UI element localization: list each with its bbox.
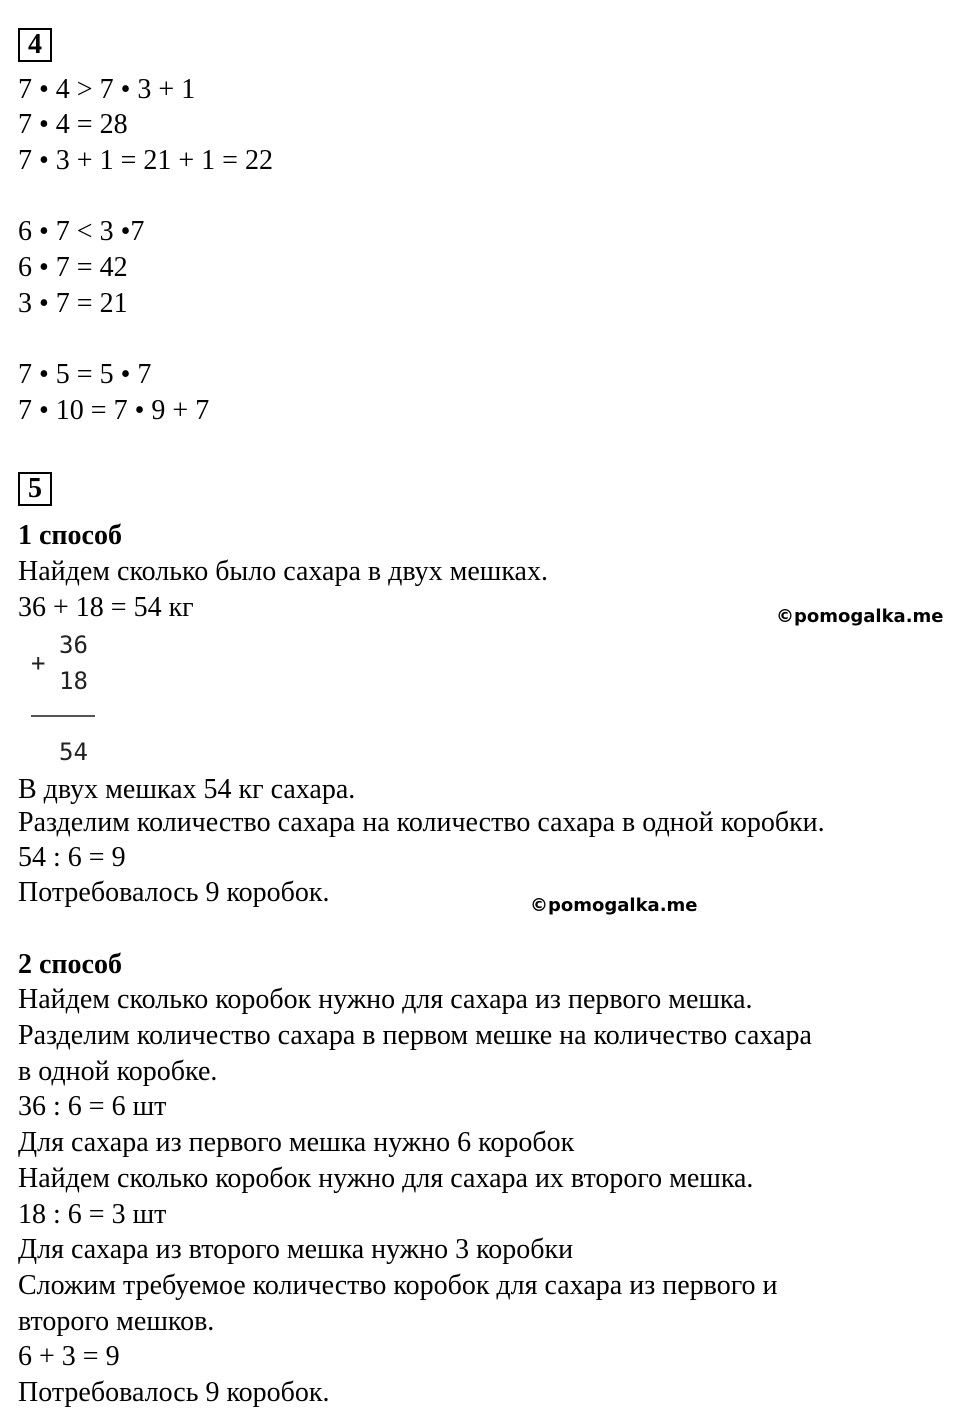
text-line: Потребовалось 9 коробок.	[18, 1377, 330, 1408]
column-result: 54	[59, 738, 88, 766]
column-bottom-number: 18	[59, 667, 88, 695]
equation-line: 36 : 6 = 6 шт	[18, 1091, 167, 1122]
equation-line: 7 • 4 > 7 • 3 + 1	[18, 74, 196, 105]
equation-line: 18 : 6 = 3 шт	[18, 1199, 167, 1230]
task-number-box: 4	[18, 28, 52, 62]
text-line: Разделим количество сахара в первом мешке на количество сахара	[18, 1020, 812, 1051]
equation-line: 7 • 3 + 1 = 21 + 1 = 22	[18, 145, 273, 176]
watermark: ©pomogalka.me	[530, 895, 698, 916]
equation-line: 7 • 10 = 7 • 9 + 7	[18, 395, 210, 426]
method-heading: 1 способ	[18, 520, 122, 551]
equation-line: 7 • 5 = 5 • 7	[18, 359, 152, 390]
text-line: Найдем сколько коробок нужно для сахара из первого мешка.	[18, 984, 753, 1015]
equation-line: 6 + 3 = 9	[18, 1341, 120, 1372]
text-line: Для сахара из второго мешка нужно 3 коробки	[18, 1234, 574, 1265]
text-line: Потребовалось 9 коробок.	[18, 877, 330, 908]
equation-line: 3 • 7 = 21	[18, 288, 128, 319]
task-number-box: 5	[18, 472, 52, 506]
column-divider-line	[31, 715, 95, 717]
text-line: В двух мешках 54 кг сахара.	[18, 774, 356, 805]
watermark: ©pomogalka.me	[776, 606, 944, 627]
equation-line: 7 • 4 = 28	[18, 109, 128, 140]
equation-line: 36 + 18 = 54 кг	[18, 592, 194, 623]
text-line: в одной коробке.	[18, 1056, 218, 1087]
text-line: Для сахара из первого мешка нужно 6 коробок	[18, 1127, 575, 1158]
equation-line: 6 • 7 = 42	[18, 252, 128, 283]
equation-line: 6 • 7 < 3 •7	[18, 216, 145, 247]
text-line: Разделим количество сахара на количество сахара в одной коробки.	[18, 807, 825, 838]
text-line: второго мешков.	[18, 1306, 215, 1337]
text-line: Сложим требуемое количество коробок для сахара из первого и	[18, 1270, 778, 1301]
equation-line: 54 : 6 = 9	[18, 842, 126, 873]
column-top-number: 36	[59, 631, 88, 659]
text-line: Найдем сколько коробок нужно для сахара их второго мешка.	[18, 1163, 754, 1194]
method-heading: 2 способ	[18, 949, 122, 980]
text-line: Найдем сколько было сахара в двух мешках.	[18, 556, 548, 587]
column-plus-sign: +	[31, 649, 46, 677]
